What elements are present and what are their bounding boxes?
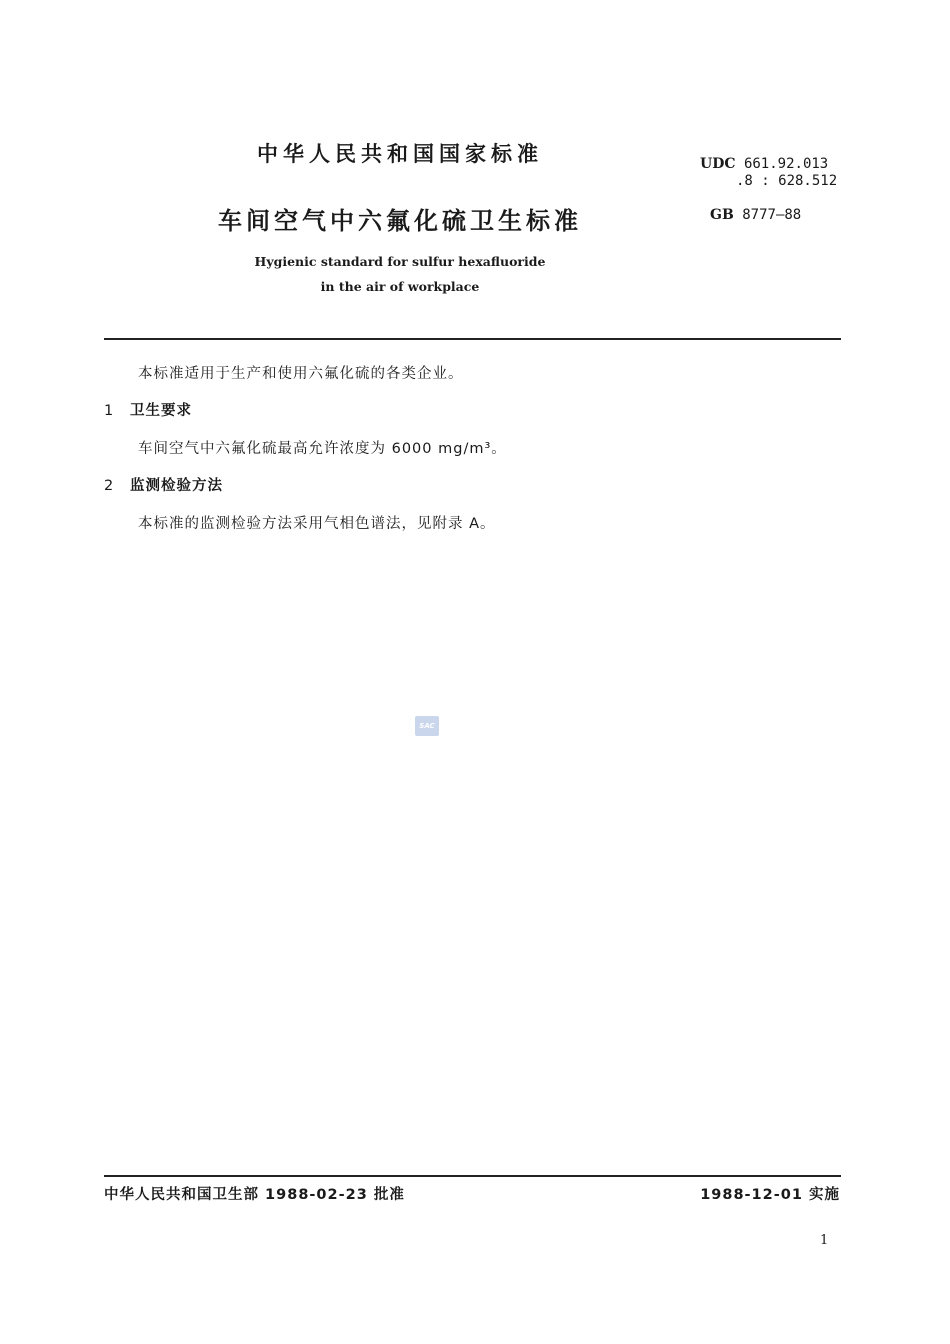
section-2-title: 监测检验方法 — [130, 478, 223, 494]
udc-value-2: .8 : 628.512 — [736, 173, 838, 189]
standard-title-cn: 车间空气中六氟化硫卫生标准 — [218, 207, 582, 235]
gb-number: 8777—88 — [742, 207, 802, 223]
header-divider — [104, 338, 841, 340]
section-2-number: 2 — [104, 478, 115, 494]
gb-standard-number — [710, 207, 801, 223]
footer-divider — [104, 1175, 841, 1177]
approval-line: 中华人民共和国卫生部 1988-02-23 批准 — [104, 1187, 405, 1203]
standard-title-en-line-2: in the air of workplace — [320, 279, 480, 294]
section-2-heading — [104, 474, 223, 495]
udc-line-1 — [700, 156, 837, 173]
section-1-number: 1 — [104, 403, 115, 419]
section-2-text: 本标准的监测检验方法采用气相色谱法，见附录 A。 — [138, 516, 496, 532]
scope-paragraph: 本标准适用于生产和使用六氟化硫的各类企业。 — [138, 366, 464, 382]
section-1-heading — [104, 399, 192, 420]
udc-code — [700, 156, 837, 190]
sac-watermark-logo — [415, 716, 439, 736]
section-1-text: 车间空气中六氟化硫最高允许浓度为 6000 mg/m³。 — [138, 441, 507, 457]
section-1-title: 卫生要求 — [130, 403, 192, 419]
udc-label: UDC — [700, 156, 736, 172]
watermark-text: SAC — [419, 722, 435, 730]
national-standard-title: 中华人民共和国国家标准 — [257, 142, 543, 166]
standard-title-en-line-1: Hygienic standard for sulfur hexafluoride — [254, 254, 546, 269]
page-number: 1 — [820, 1233, 829, 1248]
gb-label: GB — [710, 207, 734, 223]
udc-value-1: 661.92.013 — [743, 156, 829, 172]
implementation-date: 1988-12-01 实施 — [700, 1187, 840, 1203]
